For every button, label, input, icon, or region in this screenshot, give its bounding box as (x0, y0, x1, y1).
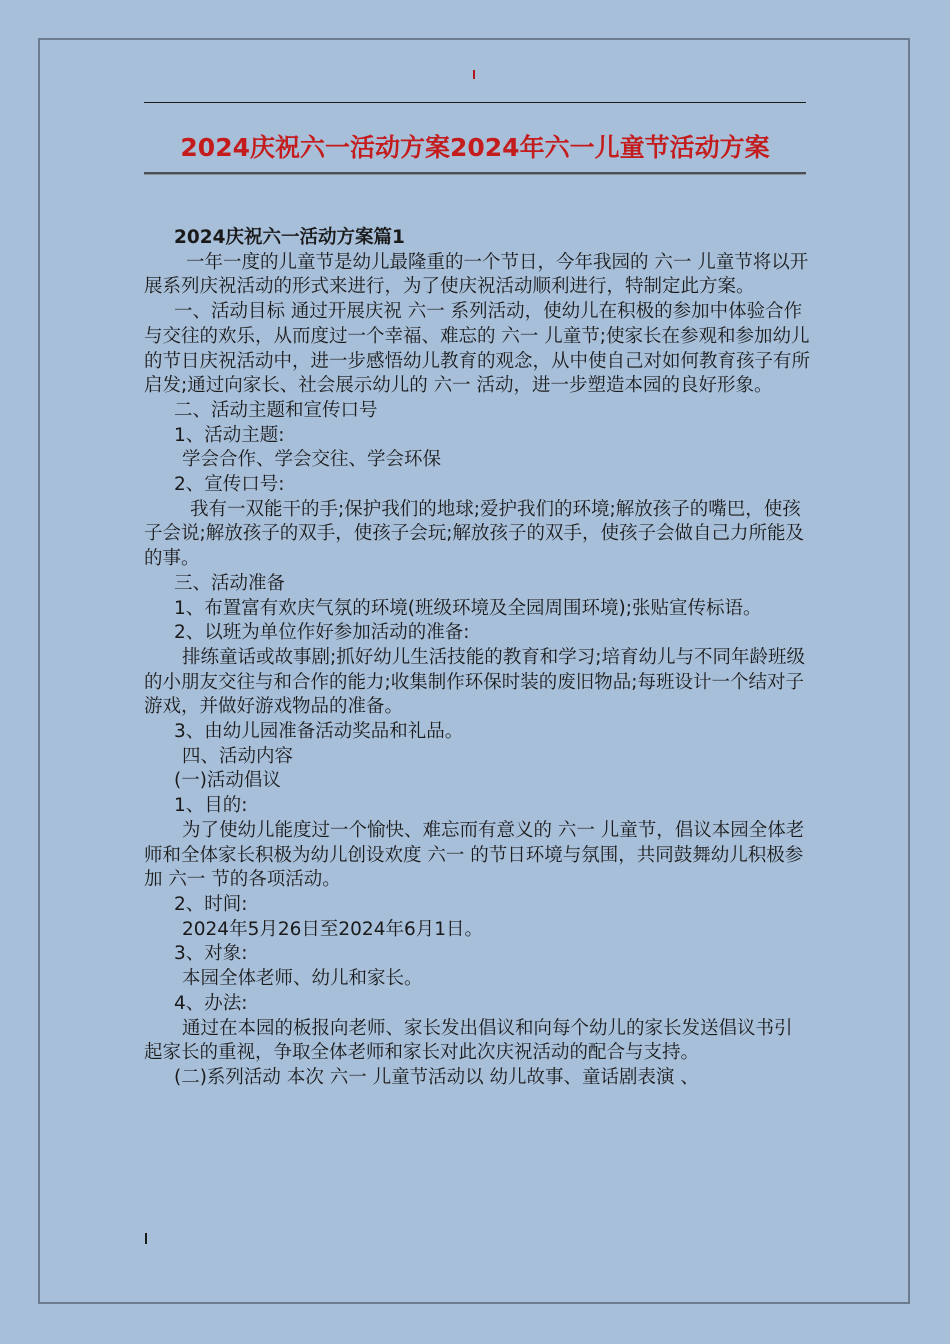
paragraph: 1、目的: (174, 795, 248, 817)
paragraph: 1、活动主题: (174, 424, 285, 446)
footer-mark (145, 1233, 147, 1244)
document-body (144, 226, 810, 1091)
paragraph: 排练童话或故事剧;抓好幼儿生活技能的教育和学习;培育幼儿与不同年龄班级的小朋友交往与和合作的能力;收集制作环保时装的废旧物品;每班设计一个结对子游戏，并做好游戏物品的准备。 (144, 646, 805, 718)
paragraph: 学会合作、学会交往、学会环保 (182, 449, 442, 471)
header-rule (144, 102, 806, 103)
title-divider (144, 172, 806, 174)
paragraph: (二)系列活动 本次 六一 儿童节活动以 幼儿故事、童话剧表演 、 (174, 1066, 699, 1088)
paragraph: 通过在本园的板报向老师、家长发出倡议和向每个幼儿的家长发送倡议书引起家长的重视，争取全体老师和家长对此次庆祝活动的配合与支持。 (144, 1017, 793, 1064)
paragraph: 二、活动主题和宣传口号 (174, 399, 378, 421)
paragraph: (一)活动倡议 (174, 770, 281, 792)
paragraph: 本园全体老师、幼儿和家长。 (182, 968, 423, 990)
paragraph: 三、活动准备 (174, 572, 286, 594)
header-mark (473, 70, 475, 79)
paragraph: 四、活动内容 (182, 745, 294, 767)
paragraph: 一年一度的儿童节是幼儿最隆重的一个节日，今年我园的 六一 儿童节将以开展系列庆祝活动的形式来进行，为了使庆祝活动顺利进行，特制定此方案。 (144, 251, 809, 298)
paragraph: 2、以班为单位作好参加活动的准备: (174, 622, 470, 644)
paragraph: 2、时间: (174, 893, 248, 915)
paragraph: 2024年5月26日至2024年6月1日。 (182, 918, 484, 940)
paragraph: 3、由幼儿园准备活动奖品和礼品。 (174, 721, 464, 743)
paragraph: 为了使幼儿能度过一个愉快、难忘而有意义的 六一 儿童节，倡议本园全体老师和全体家长积极为幼儿创设欢度 六一 的节日环境与氛围，共同鼓舞幼儿积极参加 六一 节的各项活动。 (144, 819, 805, 891)
paragraph: 1、布置富有欢庆气氛的环境(班级环境及全园周围环境);张贴宣传标语。 (174, 597, 762, 619)
section-heading: 2024庆祝六一活动方案篇1 (174, 227, 405, 248)
paragraph: 3、对象: (174, 943, 248, 965)
paragraph: 我有一双能干的手;保护我们的地球;爱护我们的环境;解放孩子的嘴巴，使孩子会说;解放孩子的双手，使孩子会玩;解放孩子的双手，使孩子会做自己力所能及的事。 (144, 498, 804, 570)
paragraph: 2、宣传口号: (174, 474, 285, 496)
paragraph: 一、活动目标 通过开展庆祝 六一 系列活动，使幼儿在积极的参加中体验合作与交往的欢乐，从而度过一个幸福、难忘的 六一 儿童节;使家长在参观和参加幼儿的节日庆祝活动中，进一步感悟幼儿教育的观念，从中使自己对如何教育孩子有所启发;通过向家长、社会展示幼儿的 六一 活动，进一步塑造本园的良好形象。 (144, 301, 811, 397)
document-title: 2024庆祝六一活动方案2024年六一儿童节活动方案 (180, 133, 770, 162)
paragraph: 4、办法: (174, 992, 248, 1014)
